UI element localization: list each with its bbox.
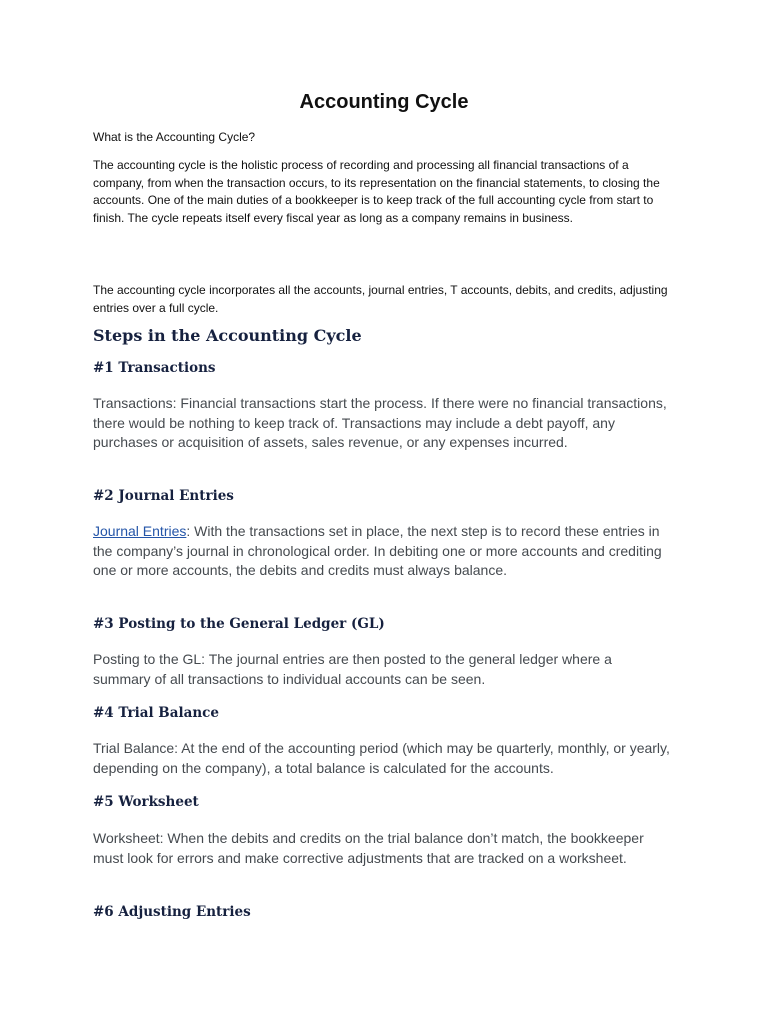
document-title: Accounting Cycle: [299, 91, 469, 113]
step-body: [93, 522, 673, 581]
step-heading: #4 Trial Balance: [93, 705, 219, 721]
step-body: Transactions: Financial transactions start the process. If there were no financial transactions, there would be nothing to keep track of. Transactions may include a debt payoff, any purchases or acquisition of assets, sales revenue, or any expenses incurred.: [93, 395, 667, 450]
intro-question: What is the Accounting Cycle?: [93, 130, 256, 144]
intro-paragraph: The accounting cycle is the holistic process of recording and processing all financial transactions of a company, from when the transaction occurs, to its representation on the financial statements, to closing the accounts. One of the main duties of a bookkeeper is to keep track of the full accounting cycle from start to finish. The cycle repeats itself every fiscal year as long as a company remains in business.: [93, 158, 660, 225]
step-body-text: : With the transactions set in place, the next step is to record these entries in the company’s journal in chronological order. In debiting one or more accounts and crediting one or more accounts, the debits and credits must always balance.: [93, 523, 662, 578]
step-heading: #1 Transactions: [93, 360, 216, 376]
step-body: Trial Balance: At the end of the accounting period (which may be quarterly, monthly, or yearly, depending on the company), a total balance is calculated for the accounts.: [93, 740, 670, 776]
step-body: Posting to the GL: The journal entries are then posted to the general ledger where a summary of all transactions to individual accounts can be seen.: [93, 651, 612, 687]
section-heading: Steps in the Accounting Cycle: [93, 326, 362, 345]
step-heading: #5 Worksheet: [93, 794, 199, 810]
step-heading: #3 Posting to the General Ledger (GL): [93, 616, 385, 632]
step-heading: #2 Journal Entries: [93, 488, 234, 504]
step-heading: #6 Adjusting Entries: [93, 904, 251, 920]
journal-entries-link[interactable]: Journal Entries: [93, 523, 187, 539]
intro-paragraph: The accounting cycle incorporates all the accounts, journal entries, T accounts, debits, and credits, adjusting entries over a full cycle.: [93, 283, 668, 315]
step-body: Worksheet: When the debits and credits on the trial balance don’t match, the bookkeeper must look for errors and make corrective adjustments that are tracked on a worksheet.: [93, 830, 644, 866]
